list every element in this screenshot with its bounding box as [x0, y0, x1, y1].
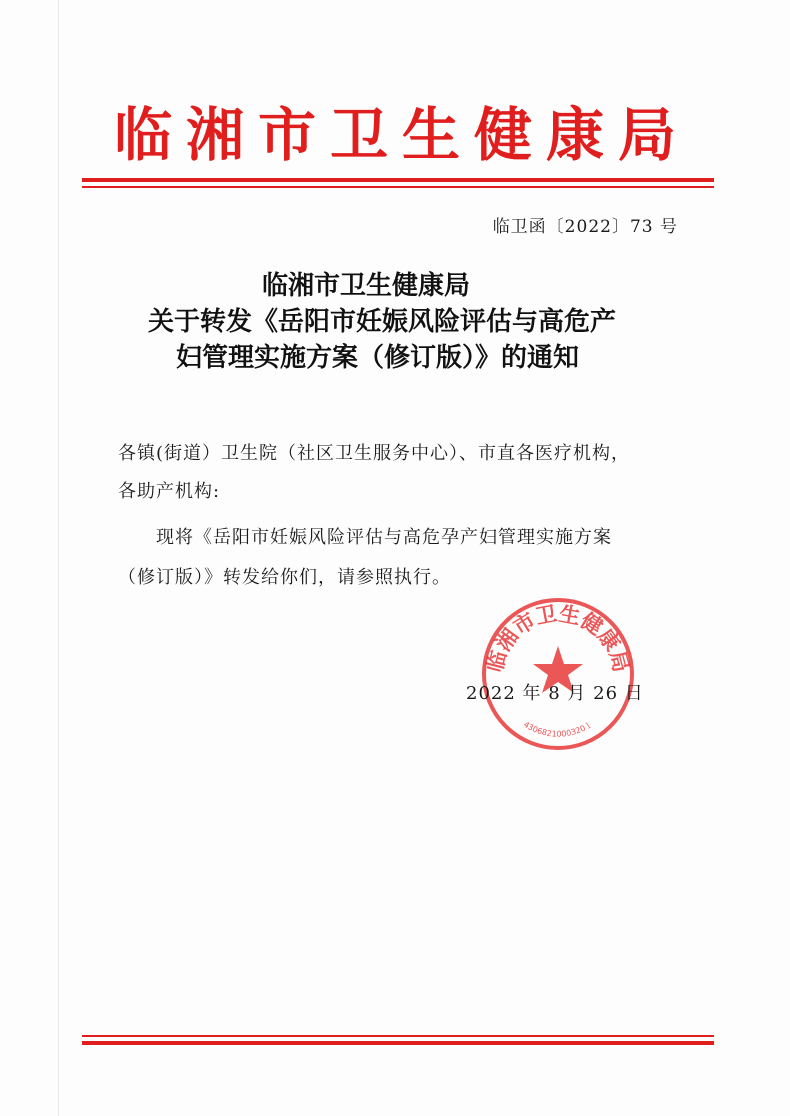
document-number: 临卫函〔2022〕73 号: [492, 217, 678, 237]
signature-date: 2022 年 8 月 26 日: [466, 683, 644, 704]
footer-rule-thick: [82, 1041, 714, 1045]
title-line-2: 关于转发《岳阳市妊娠风险评估与高危产: [148, 307, 617, 337]
body-paragraph-line-1: 现将《岳阳市妊娠风险评估与高危孕产妇管理实施方案: [156, 527, 612, 548]
official-seal: [478, 594, 638, 754]
title-line-1: 临湘市卫生健康局: [262, 271, 471, 301]
header-rule-thick: [82, 178, 714, 182]
page-edge-line: [58, 0, 59, 1116]
issuer-masthead: 临湘市卫生健康局: [113, 101, 690, 169]
footer-rule-thin: [82, 1035, 714, 1037]
seal-code: 4306821000320１: [521, 719, 595, 739]
addressee-line-2: 各助产机构:: [118, 481, 221, 502]
seal-text: 临湘市卫生健康局: [482, 601, 634, 675]
title-line-3: 妇管理实施方案（修订版）》的通知: [176, 343, 580, 373]
header-rule-thin: [82, 186, 714, 188]
body-paragraph-line-2: （修订版）》转发给你们，请参照执行。: [118, 567, 451, 588]
addressee-line-1: 各镇(街道）卫生院（社区卫生服务中心）、市直各医疗机构，: [118, 443, 631, 464]
